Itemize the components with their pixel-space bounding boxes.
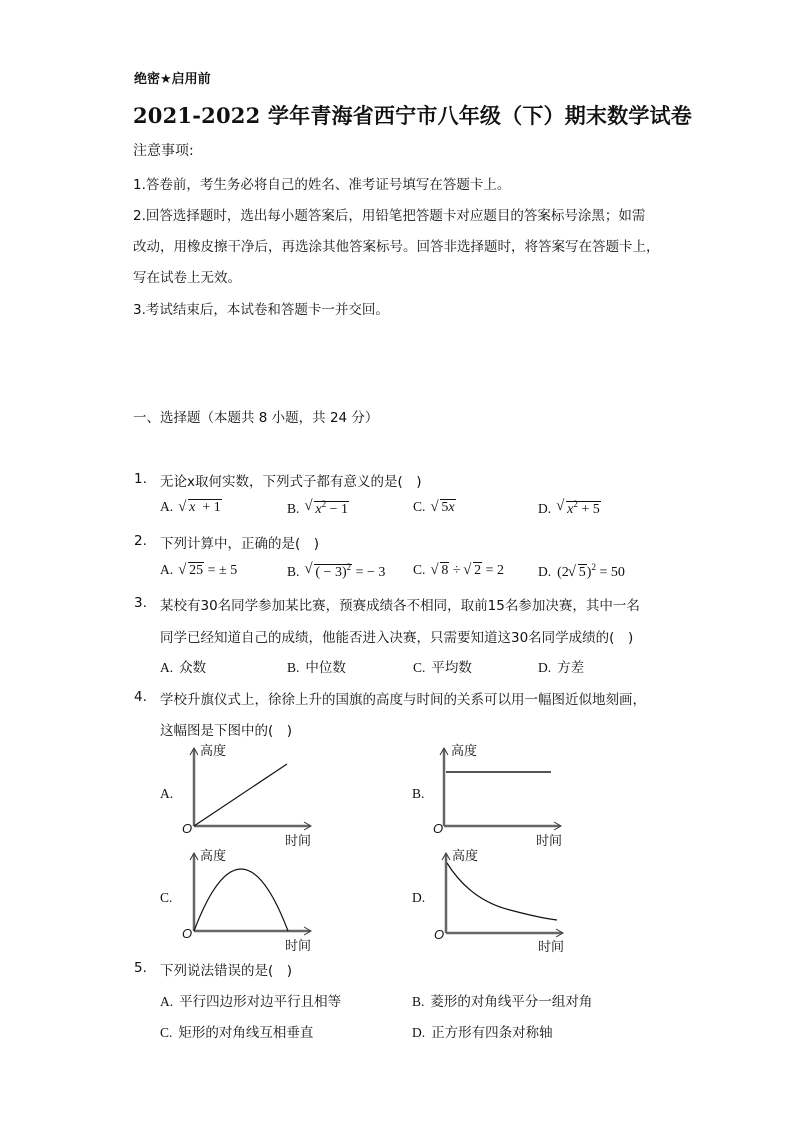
question-4-number: 4. [134, 689, 147, 705]
question-3-option-b[interactable]: B. 中位数 [287, 660, 346, 676]
graph-d-x-axis-label: 时间 [538, 940, 565, 955]
question-1-text: 无论x取何实数，下列式子都有意义的是( ) [160, 474, 422, 490]
page-title: 2021-2022 学年青海省西宁市八年级（下）期末数学试卷 [133, 103, 692, 128]
question-4-text-line-2: 这幅图是下图中的( ) [160, 723, 293, 739]
question-5-text: 下列说法错误的是( ) [160, 963, 293, 979]
question-1-option-c[interactable]: C. √ 5x [413, 499, 456, 516]
question-4-text-line-1: 学校升旗仪式上，徐徐上升的国旗的高度与时间的关系可以用一幅图近似地刻画， [160, 692, 646, 708]
notice-line-2: 2.回答选择题时，选出每小题答案后，用铅笔把答题卡对应题目的答案标号涂黑；如需 [133, 208, 646, 224]
question-3-text-line-1: 某校有30名同学参加某比赛，预赛成绩各不相同，取前15名参加决赛，其中一名 [160, 598, 640, 614]
question-5-option-c[interactable]: C. 矩形的对角线互相垂直 [160, 1025, 314, 1041]
question-3-option-d[interactable]: D. 方差 [538, 660, 585, 676]
question-5-option-d[interactable]: D. 正方形有四条对称轴 [412, 1025, 553, 1041]
graph-c-x-axis-label: 时间 [285, 939, 312, 954]
graph-b-label[interactable]: B. [412, 786, 425, 801]
graph-a-origin-label: O [182, 821, 193, 836]
notice-line-5: 3.考试结束后，本试卷和答题卡一并交回。 [133, 302, 389, 318]
question-2-number: 2. [134, 533, 147, 549]
notice-line-3: 改动，用橡皮擦干净后，再选涂其他答案标号。回答非选择题时，将答案写在答题卡上， [133, 239, 660, 255]
question-1-option-d[interactable]: D. √ $x^2 + 5$ [538, 499, 601, 518]
graph-b-x-axis-label: 时间 [536, 834, 563, 849]
question-2-option-d[interactable]: D. (2 √ 5)$^2$ = 50 [538, 562, 625, 581]
question-2-option-a[interactable]: A. √ 25 = ± 5 [160, 562, 237, 579]
option-expr: √ x + 1 [179, 500, 222, 515]
question-2-option-c[interactable]: C. √ 8 ÷ √ 2 = 2 [413, 562, 504, 579]
graph-c-y-axis-label: 高度 [200, 849, 227, 864]
question-1-option-b[interactable]: B. √ $x^2 - 1$ [287, 499, 349, 518]
question-3-number: 3. [134, 595, 147, 611]
graph-b-origin-label: O [433, 821, 444, 836]
confidential-mark: 绝密★启用前 [134, 72, 211, 87]
notice-line-1: 1.答卷前，考生务必将自己的姓名、准考证号填写在答题卡上。 [133, 177, 511, 193]
question-2-text: 下列计算中，正确的是( ) [160, 536, 320, 552]
question-5-option-a[interactable]: A. 平行四边形对边平行且相等 [160, 994, 342, 1010]
question-3-option-c[interactable]: C. 平均数 [413, 660, 472, 676]
graph-d-origin-label: O [434, 927, 445, 942]
graph-b-y-axis-label: 高度 [451, 744, 478, 759]
graph-d-y-axis-label: 高度 [452, 849, 479, 864]
question-3-option-a[interactable]: A. 众数 [160, 660, 207, 676]
graph-c-label[interactable]: C. [160, 890, 173, 905]
graph-d-label[interactable]: D. [412, 890, 426, 905]
graph-c-origin-label: O [182, 926, 193, 941]
notice-line-4: 写在试卷上无效。 [133, 270, 241, 286]
notice-heading: 注意事项: [133, 143, 194, 159]
graph-a-x-axis-label: 时间 [285, 834, 312, 849]
question-5-option-b[interactable]: B. 菱形的对角线平分一组对角 [412, 994, 593, 1010]
graph-a-y-axis-label: 高度 [200, 744, 227, 759]
question-3-text-line-2: 同学已经知道自己的成绩，他能否进入决赛，只需要知道这30名同学成绩的( ) [160, 630, 634, 646]
question-1-number: 1. [134, 471, 147, 487]
question-5-number: 5. [134, 960, 147, 976]
question-1-option-a[interactable]: A. √ x + 1 [160, 499, 222, 516]
section-heading: 一、选择题（本题共 8 小题，共 24 分） [133, 410, 379, 426]
question-2-option-b[interactable]: B. √ ( − 3)$^2$ = − 3 [287, 562, 385, 581]
graph-a-label[interactable]: A. [160, 786, 174, 801]
